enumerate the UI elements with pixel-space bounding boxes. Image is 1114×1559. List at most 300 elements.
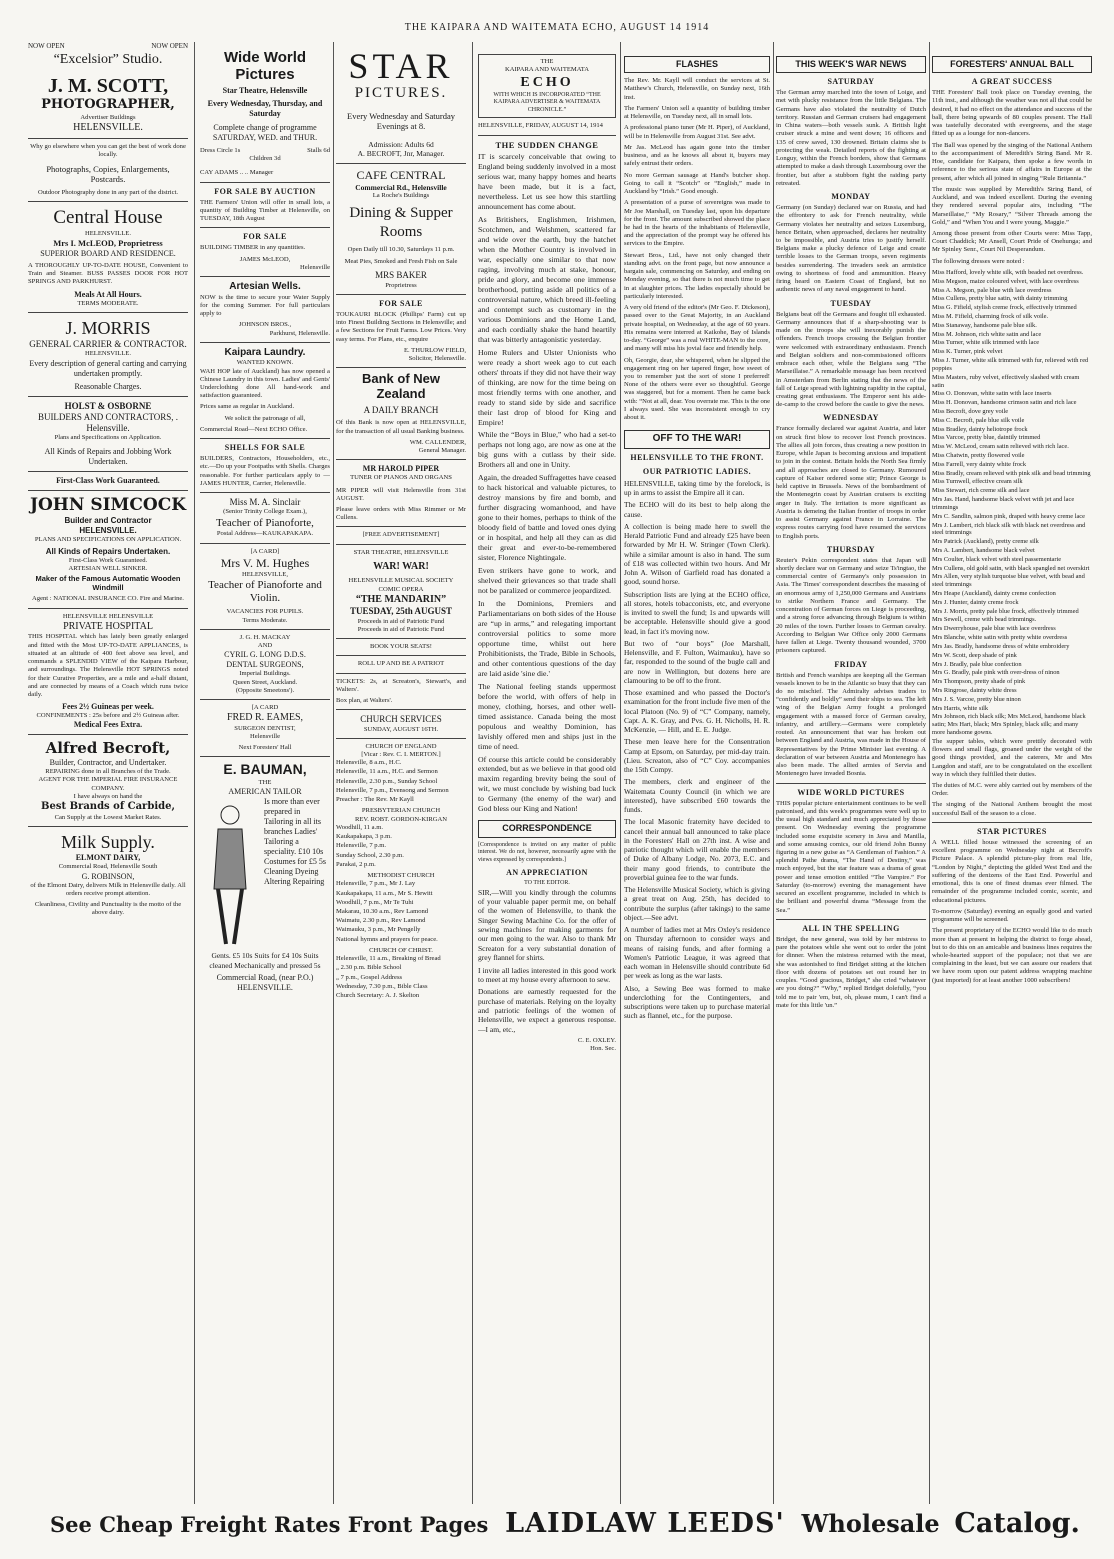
service-item: Helensville, 7 p.m., Evensong and Sermon (336, 786, 449, 794)
mandarin-title: “THE MANDARIN” (355, 593, 447, 605)
off-paragraph: A number of ladies met at Mrs Oxley's residence on Thursday afternoon to consider ways and means of raising funds, and after forming a Women's Patriotic League, it was agreed that each woman in Helensville should contribute 6d per week as long as the war lasts. (624, 925, 770, 981)
ww-stalls: Stalls 6d (307, 147, 330, 154)
hospital-medical: Medical Fees Extra. (73, 720, 143, 730)
theatre-title: STAR THEATRE, HELENSVILLE (353, 548, 449, 556)
scott-title: PHOTOGRAPHER, (41, 97, 175, 113)
paper-echo: ECHO (520, 75, 574, 91)
hospital-conf: CONFINEMENTS : 25s before and 2½ Guineas after. (36, 712, 180, 720)
shells-text: BUILDERS, Contractors, Householders, etc., etc.—Do up your Footpaths with Shells. Charges reasonable. For further particulars apply to — JAMES HUNTER, Carrier, Helensville. (200, 455, 330, 487)
dress-item: Mrs Allen, very stylish turquoise blue velvet, with bead and steel trimmings (932, 573, 1085, 589)
bank-text: Of this Bank is now open at HELENSVILLE, for the transaction of all usual Banking business. (336, 419, 466, 435)
ww-theatre: Star Theatre, Helensville (222, 86, 308, 95)
piper-name: MR HAROLD PIPER (362, 464, 440, 474)
service-item: Wednesday, 7.30 p.m., Bible Class (336, 982, 428, 990)
sale-name: JAMES McLEOD, (239, 255, 291, 263)
now-open-right: NOW OPEN (151, 42, 188, 50)
wwp-text: THIS popular picture entertainment continues to be well patronised, and this week's programmes were well up to the usual high standard and much appreciated by those present. On Wednesday evening the programme included some exquisite scenery in Java and Manilla, and some amusing comics, our old friend John Bunny figuring in a new guise as “A Gentleman of Fashion.” A splendid Pathe drama, “The Hand of Destiny,” was much enjoyed, but the star feature was a drama of great power and tense emotion entitled “The Vampire.” For Saturday (to-morrow) evening the management have secured an excellent programme, included in which is the brilliant and powerful drama “Message from the Sea.” (776, 799, 926, 914)
dress-item: Mrs Jas. Bradly, handsome dress of white embroidery (932, 642, 1070, 650)
footer-wholesale: Wholesale (801, 1509, 940, 1538)
appreciation-paragraph: I invite all ladies interested in this good work to meet at my house every afternoon to sew. (478, 965, 616, 984)
column-rule (929, 42, 930, 1504)
dress-item: Mrs G. Bradly, pale pink with over-dress of ninon (932, 669, 1060, 677)
correspondence-title: CORRESPONDENCE (478, 820, 616, 837)
service-item: National hymns and prayers for peace. (336, 935, 438, 943)
central-board: SUPERIOR BOARD AND RESIDENCE. (40, 248, 176, 258)
tailor-illustration (200, 799, 260, 949)
dress-item: Mrs Thompson, pretty shade of pink (932, 678, 1026, 686)
hughes-name: Mrs V. M. Hughes (220, 555, 310, 570)
service-item: Kaukapakapa, 3 p.m. (336, 833, 392, 841)
milk-title: Milk Supply. (61, 831, 155, 852)
flash-item: Oh, Georgie, dear, she whispered, when he slipped the engagement ring on her tapered finger, how sweet of you to remember just the sort of stone I preferred! None of the others were ever so thoughtful. George was staggered, but for a moment. Then he came back with: “Not at all, dear. You overrate me. This is the one I always used. She was inconsistent enough to cry about it. (624, 356, 770, 422)
star-manager: A. BECROFT, Jnr, Manager. (357, 149, 445, 159)
sinclair-addr: Postal Address—KAUKAPAKAPA. (216, 530, 314, 538)
artesian-text: NOW is the time to secure your Water Supply for the coming Summer. For full particulars apply to (200, 293, 330, 318)
service-item: Helensville, 7 p.m., Mr J. Lay (336, 880, 416, 888)
service-item: Sunday School, 2.30 p.m. (336, 851, 404, 859)
flashes-title: FLASHES (624, 56, 770, 73)
dress-item: Mrs J. S. Varcoe, pretty blue ninon (932, 695, 1021, 703)
laundry-road: Commercial Road—Next ECHO Office. (200, 425, 308, 433)
appreciation-paragraph: SIR,—Will you kindly through the columns of your valuable paper permit me, on behalf of the women of Helensville, to thank the Singer Sewing Machine Co. for the offer of sewing machines for making garments for our men going to the war. Also to thank Mr Screaton for a very substantial donation of grey flannel for shirts. (478, 887, 616, 963)
morris-text: Every description of general carting and carrying undertaken promptly. (29, 358, 187, 378)
bank-sub: A DAILY BRANCH (363, 405, 439, 416)
sudden-paragraph: As Britishers, Englishmen, Irishmen, Scotchmen, and Welshmen, scattered far and wide over the earth, buy the hatchet when the Mother Country is involved in war, especially one similar to that now raging, involving much at stake, honour, pride and glory, and become one immense brotherhood, putting aside all politics of a controversial nature, which breed ill-feeling and contempt such as customary in the various Dominions and the Home Land, and each cordially shake the hand heartily that was bitterly antagonistic yesterday. (478, 215, 616, 344)
dress-item: Miss G. Fifield, stylish creme frock, effectively trimmed (932, 304, 1077, 312)
dress-item: Miss O. Donovan, white satin with lace inserts (932, 390, 1052, 398)
card-label: [A CARD (251, 704, 279, 712)
sinclair-sub: (Senior Trinity College Exam.), (223, 508, 307, 516)
laundry-wanted: WANTED KNOWN. (236, 359, 294, 367)
mandarin-proceeds: Proceeds in aid of Patriotic Fund (357, 625, 445, 633)
service-item: Parakai, 2 p.m. (336, 860, 376, 868)
scott-why: Why go elsewhere when you can get the best of work done locally. (30, 143, 186, 159)
becroft-hand: I have always on hand the (73, 792, 143, 800)
laundry-prices: Prices same as regular in Auckland. (200, 403, 295, 411)
hughes-vac: VACANCIES FOR PUPILS. (226, 608, 304, 616)
footer-freight: See Cheap Freight Rates Front Pages (50, 1512, 489, 1537)
service-item: Kaukapakapa, 11 a.m., Mr S. Hewitt (336, 889, 433, 897)
baker-prop: Proprietress (385, 281, 417, 289)
service-item: Preacher : The Rev. Mr Kayll (336, 796, 414, 804)
studio-name: “Excelsior” Studio. (53, 51, 163, 67)
dress-item: Mrs Patrick (Auckland), pretty creme silk (932, 538, 1039, 546)
flash-item: A presentation of a purse of sovereigns was made to Mr Joe Marshall, on Tuesday last, upon his departure for the front. The amount subscribed showed the place he had in the hearts of the inhabitants of Helensville, and the appreciation of the prompt way he offered his services to the Empire. (624, 199, 770, 248)
forsale-name: E. THURLOW FIELD, (403, 346, 466, 354)
correspondence-note: [Correspondence is invited on any matter of public interest. We do not, however, necessarily agree with the views expressed by correspondents.] (478, 841, 616, 863)
society-name: HELENSVILLE MUSICAL SOCIETY (348, 577, 454, 585)
off-paragraph: The ECHO will do its best to help along the cause. (624, 500, 770, 519)
scott-sub: Advertiser Buildings (80, 113, 136, 121)
service-item: Waimauku, 3 p.m., Mr Pengelly (336, 926, 421, 934)
roll-up: ROLL UP AND BE A PATRIOT (357, 660, 445, 668)
sale-title: FOR SALE (243, 232, 287, 242)
off-paragraph: Those examined and who passed the Doctor's examination for the front include five men of the local Platoon (No. 9) of “C” Company, namely, Capt. A. K. Gray, and Pvs. G. H. Nicholls, H. R. McKenzie, — Hill, and E. E. Judge. (624, 688, 770, 735)
flash-item: The Rev. Mr. Kayll will conduct the services at St. Matthew's Church, Helensville, on Sunday next, 16th inst. (624, 77, 770, 101)
dress-item: Mrs J. Bradly, pale blue confection (932, 660, 1022, 668)
shells-title: SHELLS FOR SALE (224, 443, 306, 453)
dental-opposite: (Opposite Smeetons'). (235, 686, 295, 694)
forsale-title: FOR SALE (379, 298, 423, 308)
day-heading: MONDAY (831, 192, 871, 202)
star-title: STAR (348, 46, 454, 86)
flash-item: The Farmers' Union sell a quantity of building timber at Helensville, on Tuesday next, all in small lots. (624, 104, 770, 121)
central-prop: Mrs I. McLEOD, Proprietress (53, 238, 163, 249)
dress-item: Miss Farrell, very dainty white frock (932, 460, 1027, 468)
appreciation-role: Hon. Sec. (590, 1045, 616, 1053)
dress-item: Miss Bradly, cream relieved with pink silk and bead trimming (932, 469, 1091, 477)
eames-addr: Next Foresters' Hall (238, 744, 292, 752)
bauman-town: HELENSVILLE. (237, 982, 293, 992)
footer-catalog: Catalog. (954, 1508, 1080, 1539)
dress-item: Miss A. Megson, pale blue with lace overdress (932, 286, 1052, 294)
ball-sub: A GREAT SUCCESS (971, 77, 1053, 87)
holst-plans: Plans and Specifications on Application. (54, 434, 162, 442)
day-heading: THURSDAY (826, 544, 876, 554)
dress-item: Mrs Dwerryhouse, pale blue with lace overdress (932, 625, 1056, 633)
sinclair-title: Teacher of Pianoforte, (216, 516, 314, 529)
dress-item: Mrs Blanche, white satin with pretty white overdress (932, 634, 1068, 642)
sudden-paragraph: While the “Boys in Blue,” who had a set-to perhaps not long ago, are now as one at the big guns with a cutlass by their side. Brothers all and one in Unity. (478, 430, 616, 470)
milk-road: Commercial Road, Helensville South (58, 863, 158, 871)
hughes-town: HELENSVILLE, (242, 570, 288, 578)
spelling-text: Bridget, the new general, was told by her mistress to pare the potatoes while she went out to order the joint for dinner. When the mistress returned with the meat, she was astonished to find Bridget sitting at the kitchen floor with dozens of potatoes set out round her in couples. “Good gracious, Bridget,” she cried “whatever are you doing?” “Why,” replied Bridget dolefully, “you told me to pair 'em, but, oh, please mum, I can't find a mate for this little 'un.” (776, 935, 926, 1009)
service-item: „ 2.30 p.m. Bible School (336, 964, 402, 972)
column-1 (28, 42, 188, 1504)
ww-manager: CAY ADAMS .. .. Manager (200, 169, 274, 177)
eames-town: Helensville (249, 733, 281, 741)
dress-item: Mrs Sewell, creme with bead trimmings. (932, 616, 1037, 624)
star-sub: PICTURES. (354, 85, 448, 101)
off-to-war-title: OFF TO THE WAR! (624, 430, 770, 449)
column-rule (472, 42, 473, 1504)
hughes-terms: Terms Moderate. (242, 616, 288, 624)
ball-paragraph: The singing of the National Anthem brought the most successful Ball of the season to a close. (932, 801, 1092, 817)
artesian-town: Parkhurst, Helensville. (269, 329, 330, 337)
ball-paragraph: The following dresses were noted : (932, 257, 1025, 265)
piper-title: TUNER OF PIANOS AND ORGANS (350, 474, 452, 482)
off-paragraph: The local Masonic fraternity have decided to cancel their annual ball announced to take place in the Foresters' Hall on 27th inst. A wise and patriotic thought which will enable the members of Duke of Albany Lodge, No. 2073, E.C. and their many good friends, to contribute the proverbial guinea fee to the war funds. (624, 817, 770, 882)
morris-title: GENERAL CARRIER & CONTRACTOR. (29, 339, 187, 350)
dental-title: DENTAL SURGEONS, (226, 660, 304, 670)
ww-dress: Dress Circle 1s (200, 147, 241, 154)
coe-vicar: [Vicar : Rev. C. I. MERTON.] (361, 751, 441, 758)
becroft-name: Alfred Becroft, (45, 739, 171, 758)
sudden-paragraph: Home Rulers and Ulster Unionists who were ready a short week ago to cut each others' throats if they did not have their way of thinking, are now for the time being on most friendly terms with one another, and ready to stand side by side and sacrifice their last drop of blood for King and Empire! (478, 347, 616, 427)
off-paragraph: Also, a Sewing Bee was formed to make underclothing for the Contingenters, and subscriptions were taken up to purchase material such as flannel, etc., for the purpose. (624, 983, 770, 1021)
forsale-role: Solicitor, Helensville. (408, 354, 466, 362)
milk-text: of the Elmont Dairy, delivers Milk in Helensville daily. All orders receive prompt attention. (30, 881, 186, 897)
dining-meat: Meat Pies, Smoked and Fresh Fish on Sale (344, 258, 458, 266)
off-paragraph: Subscription lists are lying at the ECHO office, all stores, hotels tobacconists, etc, and everyone is invited to swell the fund; 1s and upwards will be acceptable. Helensville should give a good lead, in fact it's moving now. (624, 589, 770, 636)
box-plan: Box plan, at Walters'. (336, 697, 393, 705)
dress-item: Mrs J. Lambert, rich black silk with black net overdress and steel trimmings (932, 521, 1086, 537)
dress-item: Miss Cullens, pretty blue satin, with dainty trimming (932, 295, 1068, 303)
simcock-agent: Agent : NATIONAL INSURANCE CO. Fire and Marine. (32, 595, 184, 603)
service-item: Church Secretary: A. J. Skelton (336, 992, 420, 1000)
baker-name: MRS BAKER (375, 270, 427, 281)
dental-street: Queen Street, Auckland. (232, 678, 298, 686)
piper-text: MR PIPER will visit Helensville from 31st AUGUST. (336, 486, 466, 502)
eames-name: FRED R. EAMES, (226, 712, 304, 724)
dining-hours: Open Daily till 10.30, Saturdays 11 p.m. (347, 245, 455, 253)
holst-title: BUILDERS AND CONTRACTORS, . Helensville. (37, 411, 179, 434)
dress-item: Miss C. Becroft, pale blue silk voile (932, 416, 1025, 424)
ww-days: Every Wednesday, Thursday, and Saturday (207, 99, 323, 118)
service-item: Helensville, 11 a.m., H.C. and Sermon (336, 768, 438, 776)
dress-item: Miss Chatwin, pretty flowered voile (932, 452, 1025, 459)
ball-paragraph: The Ball was opened by the singing of the National Anthem to the accompaniment of Meredith's String Band. Mr R. Hoe, candidate for Kaipara, then spoke a few words in reference to the serious state of affairs in Europe at the present, after which all joined in singing “Rule Britannia.” (932, 141, 1092, 182)
cafe-sub: La Roche's Buildings (372, 192, 430, 200)
flash-item: A very old friend of the editor's (Mr Geo. F. Dickeson), passed over to the Great Majority, in an Auckland private hospital, on Wednesday, at the age of 60 years. His remains were interred at Kaikohe, Bay of Islands to-day. “George” was a real WHITE-MAN to the core, and many will miss his jovial face and friendly help. (624, 304, 770, 353)
artesian-name: JOHNSON BROS., (238, 321, 292, 329)
bauman-the: THE (258, 778, 272, 786)
column-rule (773, 42, 774, 1504)
long-name: CYRIL G. LONG D.D.S. (224, 650, 306, 660)
dress-item: Miss Masters, ruby velvet, effectively slashed with cream satin (932, 373, 1080, 389)
service-item: Woodhill, 11 a.m. (336, 823, 384, 831)
bank-title: Bank of New Zealand (361, 371, 440, 402)
dress-item: Miss H. Donovan, handsome crimson satin and rich lace (932, 399, 1077, 407)
cafe-title: CAFE CENTRAL (356, 167, 446, 182)
scott-name: J. M. SCOTT, (47, 75, 169, 98)
dress-item: Mrs Harris, white silk (932, 704, 989, 712)
war-news-title: THIS WEEK'S WAR NEWS (776, 56, 926, 73)
ww-change: Complete change of programme SATURDAY, WED. and THUR. (212, 123, 318, 142)
paper-the: THE (540, 58, 554, 65)
bauman-suits: Gents. £5 10s Suits for £4 10s Suits cleaned Mechanically and pressed 5s (209, 951, 321, 970)
laundry-solicit: We solicit the patronage of all, (224, 414, 306, 422)
cafe-addr: Commercial Rd., Helensville (355, 182, 447, 192)
day-heading: WEDNESDAY (823, 413, 879, 423)
becroft-repair: REPAIRING done in all Branches of the Trade. (45, 768, 171, 776)
column-rule (620, 42, 621, 1504)
church-date: SUNDAY, AUGUST 16TH. (363, 725, 439, 733)
mackay-and: AND (257, 642, 273, 650)
day-heading: FRIDAY (834, 659, 868, 669)
bauman-tailor: AMERICAN TAILOR (228, 787, 302, 797)
central-title: Central House (53, 207, 163, 229)
ww-title: Wide World Pictures (223, 49, 307, 83)
eames-title: SURGEON DENTIST, (234, 724, 296, 732)
star-days: Every Wednesday and Saturday Evenings at 8. (347, 110, 455, 132)
off-paragraph: But two of “our boys” (Joe Marshall, Helensville, and F. Fulton, Waimauku), have so far, responded to the sound of the bugle call and are now in Wellington, but dozens here are clamouring to be off to the front. (624, 638, 770, 685)
becroft-lowest: Can Supply at the Lowest Market Rates. (54, 813, 162, 821)
column-rule (194, 42, 195, 1504)
hospital-fees: Fees 2½ Guineas per week. (62, 702, 154, 712)
star-paragraph: To-morrow (Saturday) evening an equally good and varied programme will be screened. (932, 907, 1092, 924)
piper-orders: Please leave orders with Miss Rimmer or Mr Cullens. (336, 505, 466, 522)
sale-town: Helensville (299, 263, 330, 271)
paper-name: KAIPARA AND WAITEMATA (504, 66, 590, 74)
ball-paragraph: Among those present from other Courts were: Miss Tapp, Court Chaddick; Mr Ansell, Court Pride of Onehunga; and Mr Spinley Senr., Court Nil Desperandum. (932, 230, 1092, 254)
column-2 (200, 42, 330, 1504)
morris-charges: Reasonable Charges. (74, 381, 142, 391)
wwp-title: WIDE WORLD PICTURES (797, 787, 905, 797)
sudden-paragraph: The National feeling stands uppermost before the world, with offers of help in money, clothing, horses, and other well-timed assistance. Canada being the most populous and wealthy Dominion, has lavishly offered men and ships just in the time of need. (478, 681, 616, 751)
service-item: Makarau, 10.30 a.m., Rev Lamond (336, 907, 429, 915)
service-item: Woodhill, 7 p.m., Mr Te Tuhi (336, 898, 414, 906)
artesian-title: Artesian Wells. (229, 281, 301, 293)
sinclair-name: Miss M. A. Sinclair (229, 497, 301, 508)
service-item: Waimatu, 2.30 p.m., Rev Lamond (336, 917, 426, 925)
day-heading: SATURDAY (827, 77, 875, 87)
footer-banner (50, 1508, 1080, 1546)
dress-item: Miss M. Johnson, rich white satin and lace (932, 330, 1042, 338)
tickets: TICKETS: 2s, at Screaton's, Stewart's, and Walters'. (336, 677, 466, 693)
becroft-carbide: Best Brands of Carbide, (41, 801, 175, 813)
off-paragraph: HELENSVILLE, taking time by the forelock, is up in arms to assist the Empire all it can. (624, 478, 770, 498)
bauman-name: E. BAUMAN, (223, 761, 307, 778)
service-item: Helensville, 7 p.m. (336, 842, 386, 850)
day-report: British and French warships are keeping all the German vessels known to be in the Atlantic so busy that they can do no mischief. The Admiralty advises traders to “confidently and boldly” send their ships to sea. The left wing of the Belgian Army fought a prolonged engagement with a massed force of German cavalry, infantry, and artillery.—Germans were completely routed. An announcement that war has broken out between England and Austria, was made in the House of Representatives by the Prime Minister last evening. A declaration of war between Austria and Montenegro has also been made. The allied armies of Servia and Montenegro have invaded Bosnia. (776, 671, 926, 778)
star-admission: Admission: Adults 6d (368, 140, 434, 149)
coc-title: CHURCH OF CHRIST. (369, 946, 433, 954)
simcock-title: Builder and Contractor (64, 515, 152, 525)
masthead-line: THE KAIPARA AND WAITEMATA ECHO, AUGUST 14 1914 (404, 22, 710, 33)
star-paragraph: The present proprietary of the ECHO would like to do much more than at present in helping the district to forge ahead, but to do this on an amicable and business lines requires the whole-hearted support of the populace; not that we are complaining in the least, but we can assure our readers that we have room upon our patent address wrapping machine (just imported) for at least another 1000 subscribers! (932, 927, 1092, 984)
column-4 (478, 42, 616, 1504)
paper-date: HELENSVILLE, FRIDAY, AUGUST 14, 1914 (478, 122, 603, 130)
dress-item: Miss Bradley, dainty heliotrope frock (932, 425, 1028, 433)
flash-item: Mr Jas. McLeod has again gone into the timber business, and as he knows all about it, buyers may safely entrust their orders. (624, 143, 770, 168)
holst-name: HOLST & OSBORNE (64, 400, 152, 411)
day-report: Germany (on Sunday) declared war on Russia, and had the effrontery to ask for French neutrality, while Germany violates her neutrality and seizes Luxemburg, hence Britain, when approached, declares her neutrality to be impossible, and Austria tries to justify herself. Belgians make a plucky defence of Leige and create terrible losses to the German troops, seven regiments besides surrendering. The invaders seek an armistice owing to shortness of food and ammunition. Heavy firing heard on Eastern Coast of England, but no authentic news of any naval engagement to hand. (776, 204, 926, 294)
central-text: A THOROUGHLY UP-TO-DATE HOUSE, Convenient to Train and Steamer. BUSS PASSES DOOR FOR HOT SPRINGS AND PARKHURST. (28, 261, 188, 286)
milk-motto: Cleanliness, Civility and Punctuality is the motto of the above dairy. (34, 901, 182, 917)
bauman-text: Is more than ever prepared in Tailoring in all its branches Ladies' Tailoring a speciality. £10 10s Costumes for £5 5s Cleaning Dyeing Altering Repairing (264, 797, 326, 887)
pres-title: PRESBYTERIAN CHURCH (361, 807, 441, 815)
appreciation-paragraph: Donations are earnestly requested for the purchase of materials. Relying on the loyalty and patriotic feelings of the women of Helensville, we expect a generous response.—I am, etc., (478, 987, 616, 1034)
sudden-paragraph: Of course this article could be considerably extended, but as we believe in that good old maxim regarding brevity being the soul of wit, we must conclude by wishing bad luck to Germany (the enemy of the war) and God bless our King and Nation! (478, 754, 616, 814)
ball-paragraph: The duties of M.C. were ably carried out by members of the Order. (932, 781, 1092, 798)
dress-item: Mrs Coulter, black velvet with steel passementarie (932, 555, 1062, 563)
meth-title: METHODIST CHURCH (367, 872, 435, 880)
auction-title: FOR SALE BY AUCTION (214, 186, 316, 196)
scott-outdoor: Outdoor Photography done in any part of the district. (37, 188, 179, 196)
sudden-paragraph: Even strikers have gone to work, and shelved their grievances so that trade shall not be paralized or commerce jeopardized. (478, 566, 616, 596)
comic-opera: COMIC OPERA (378, 585, 424, 593)
service-item: „ 7 p.m., Gospel Address (336, 973, 403, 981)
simcock-name: JOHN SIMCOCK (29, 494, 187, 515)
spelling-title: ALL IN THE SPELLING (802, 923, 900, 933)
free-advertisement: [FREE ADVERTISEMENT] (362, 531, 440, 539)
dress-item: Miss W. McLeod, cream satin relieved with rich lace. (932, 443, 1069, 451)
dress-item: Miss J. Turner, white silk trimmed with fur, relieved with red poppies (932, 357, 1089, 372)
hughes-title: Teacher of Pianoforte and Violin. (208, 579, 322, 605)
day-report: The German army marched into the town of Loige, and met with plucky resistance from the little Belgians. The Germans have also violated the neutrality of Dutch territory. Russian and German cruisers had engagement in China waters—both vessels sunk. A British light cruiser struck a mine and went down; 16 officers and 135 of crew saved, 130 drowned. Britain claims she is protecting the weak. Detailed reports of the fighting at Longuy, within the French borders, show that Germans attempted to make a dash through Luxembourg over the frontier, but after a stubborn fight the raiding party retreated. (776, 89, 926, 187)
sale-text: BUILDING TIMBER in any quantities. (200, 244, 306, 252)
hospital-text: THIS HOSPITAL which has lately been greatly enlarged and fitted with the Most UP-TO-DATE APPLIANCES, is situated at an altitude of 400 feet above sea level, and commands a SPLENDID VIEW of the Kaipara Harbour, and surroundings. The Helensville HOT SPRINGS noted for their Curative Properties, are a mile and a-half distant, and are connected by means of a Coach which runs twice daily. (28, 633, 188, 699)
off-paragraph: These men leave here for the Consentration Camp at Epsom, on Saturday, per mid-day train. (Lieu. Screaton, also of “C” Coy. accompanies the 15th Compy. (624, 737, 770, 775)
column-6 (776, 42, 926, 1504)
sudden-paragraph: IT is scarcely conceivable that owing to England being suddenly involved in a most serious war, many happy homes and hearts have been made, but it is a fact, nevertheless. Let us see how this startling announcement has come about. (478, 152, 616, 212)
dress-item: Mrs Ringrose, dainty white dress (932, 686, 1017, 694)
appreciation-to: TO THE EDITOR. (524, 880, 570, 887)
off-sub2: OUR PATRIOTIC LADIES. (642, 466, 752, 476)
star-pictures-title: STAR PICTURES (977, 826, 1047, 836)
central-terms: TERMS MODERATE. (77, 299, 139, 307)
column-7 (932, 42, 1092, 1504)
dress-item: Mrs Johnson, rich black silk; Mrs McLeod, handsome black satin; Mrs Hart, black; Mrs Spinley, black silk; and many more handsome gowns. (932, 713, 1086, 736)
star-paragraph: A WELL filled house witnessed the screening of an excellent programme on Wednesday night at Becroft's Picture Palace. A splendid picture-play from real life, “London by Night,” depicting the gilded West End and the suffering of the denizens of the East End. Powerful and emotional, this is one of finest dramas ever filmed. The remainder of the programme included comic, scenic, and educational pictures. (932, 838, 1092, 904)
dress-item: Mrs J. Morris, pretty pale blue frock, effectively trimmed (932, 607, 1079, 615)
dress-item: Miss K. Turner, pink velvet (932, 348, 1003, 356)
day-report: Reuter's Pekin correspondent states that Japan will shortly declare war on Germany and seize Ts'ingtao, the commercial centre of Germany's only possession in Asia. The Times' correspondent describes the massing of an enormous army of 1,250,000 Germans and Austrians to strike Northern France and Germany. The concentration of German forces on Liege is proceeding, and a strong force advancing through Belgium is within 20 miles of the town. Further losses to German cavalry. According to Belgian War Office only 2000 Germans have fallen at Liege. Twenty thousand wounded, 3700 prisoners captured. (776, 556, 926, 655)
dress-item: Mrs J. Hunter, dainty creme frock (932, 598, 1019, 606)
flash-item: No more German sausage at Hand's butcher shop. Going to call it “Scotch” or “English,” made in Auckland by “Irish.” Good enough. (624, 171, 770, 196)
ball-title: FORESTERS' ANNUAL BALL (932, 56, 1092, 73)
dress-item: Mrs Cullens, old gold satin, with black spangled net overskirt (932, 564, 1090, 572)
laundry-title: Kaipara Laundry. (224, 346, 306, 358)
central-meals: Meals At All Hours. (74, 289, 142, 299)
bauman-addr: Commercial Road, (near P.O.) (216, 972, 314, 982)
guaranteed: First-Class Work Guaranteed. (56, 475, 160, 485)
dress-item: Miss Turner, white silk trimmed with lace (932, 339, 1040, 347)
mandarin-proceeds: Proceeds in aid of Patriotic Fund (357, 617, 445, 625)
dining-title: Dining & Supper Rooms (349, 205, 453, 241)
scott-services: Photographs, Copies, Enlargements, Postcards. (46, 163, 170, 185)
service-item: Helensville, 11 a.m., Breaking of Bread (336, 955, 441, 963)
morris-name: J. MORRIS (65, 317, 151, 338)
flash-item: Stewart Bros., Ltd., have not only changed their standing advt. on the front page, but now announce a bargain sale, commencing on Saturday, and ending on Monday evening, so that there is not much time to get in at slaughter prices. The ladies especially should be particularly interested. (624, 251, 770, 300)
column-3 (336, 42, 466, 1504)
ball-paragraph: THE Foresters' Ball took place on Tuesday evening, the 11th inst., and although the weather was not all that could be desired, it had no effect on the attendance and success of the ball, there being upwards of 80 couples present. The Hall was tastefully decorated with evergreens, and the stage fitted up as a lounge for non-dancers. (932, 89, 1092, 138)
ww-children: Children 3d (249, 155, 281, 163)
dress-item: Mrs C. Sandlin, salmon pink, draped with heavy creme lace (932, 512, 1085, 520)
dental-bldg: Imperial Buildings. (239, 670, 291, 678)
service-item: Helensville, 2.30 p.m., Sunday School (336, 777, 438, 785)
auction-text: THE Farmers' Union will offer in small lots, a quantity of Building Timber at Helensville, on TUESDAY, 18th August (200, 198, 330, 223)
ball-paragraph: The supper tables, which were prettily decorated with flowers and small flags, groaned under the weight of the good things provided, and the caterers, Mr and Mrs Langdon and staff, are to be congratulated on the excellent way in which they fulfilled their duties. (932, 737, 1092, 778)
simcock-first: First-Class Work Guaranteed. (68, 557, 148, 565)
off-paragraph: A collection is being made here to swell the Herald Patriotic Fund and already £25 have been forwarded by Mr H. W. Stringer (Town Clerk). while a similar amount is also in hand. The sum of £18 was collected within two hours. And Mr John A. Wilson of Garfield road has donated a good, sound horse. (624, 521, 770, 587)
paper-incorp: WITH WHICH IS INCORPORATED “THE KAIPARA ADVERTISER & WAITEMATA CHRONICLE.” (493, 91, 601, 113)
dress-item: Miss Varcoe, pretty blue, daintily trimmed (932, 434, 1041, 442)
day-report: Belgians beat off the Germans and fought till exhausted. Germany announces that if a sharp-shooting war is made on the troops she will inexorably punish the offenders. French troops crossing the Belgian frontier were welcomed with extraordinary enthusiasm. French and Belgian soldiers and non-commissioned officers embrace each other, while the Belgians sang “The Marseillaise.” A remarkable message has been received in Amsterdam from Berlin stating that the news of the fall of Leige spread with lightning rapidity in the capital, creating great enthusiasm. The Emperor sent his aide-de-camp to the crowd before the castle to give the news. (776, 310, 926, 409)
milk-dairy: ELMONT DAIRY, (75, 853, 141, 863)
holst-repairs: All Kinds of Repairs and Jobbing Work Undertaken. (44, 446, 172, 466)
simcock-artesian: ARTESIAN WELL SINKER. (68, 565, 148, 573)
column-5 (624, 42, 770, 1504)
off-sub1: HELENSVILLE TO THE FRONT. (630, 452, 764, 462)
dress-item: Mrs Jas. Hand, handsome black velvet with jet and lace trimmings (932, 496, 1075, 511)
simcock-town: HELENSVILLE. (79, 525, 137, 535)
bank-role: General Manager. (418, 447, 466, 455)
becroft-agent: AGENT FOR THE IMPERIAL FIRE INSURANCE COMPANY. (38, 776, 178, 792)
dress-item: Mrs W. Scott, deep shade of pink (932, 651, 1017, 659)
day-heading: TUESDAY (830, 298, 872, 308)
dress-item: Miss Stewart, rich creme silk and lace (932, 487, 1030, 495)
morris-town: HELENSVILLE. (85, 350, 131, 358)
war-banner: WAR! WAR! (373, 560, 429, 572)
appreciation-title: AN APPRECIATION (506, 868, 588, 878)
sudden-title: THE SUDDEN CHANGE (495, 139, 599, 150)
service-item: Helensville, 8 a.m., H.C. (336, 759, 402, 767)
forsale-text: TOUKAURI BLOCK (Phillips' Farm) cut up into Finest Building Sections in Helensville; and a few Sections for Fruit Farms. Low Prices. Very easy terms. For Plans, etc., enquire (336, 310, 466, 343)
central-town: HELENSVILLE. (85, 229, 131, 237)
off-paragraph: The Helensville Musical Society, which is giving a great treat on Aug. 25th, has decided to contribute the surplus (after takings) to the same object.—See advt. (624, 885, 770, 922)
dress-item: Miss Becroft, dove grey voile (932, 407, 1009, 415)
milk-name: G. ROBINSON, (81, 871, 135, 881)
church-title: CHURCH SERVICES (360, 714, 442, 725)
dress-item: Miss Turnwell, effective cream silk (932, 478, 1023, 486)
sudden-paragraph: Again, the dreaded Suffragettes have ceased to hack historical and valuable pictures, to destroy mansions by fire and bomb, and further disgracing womanhood, and have gone to their homes, perhaps to think of the bloody field of battle and loved ones dying or in hospital, and help all they can as did their great and ever-to-be-remembered sister, Florence Nightingale. (478, 473, 616, 563)
dress-item: Miss Hafford, lovely white silk, with beaded net overdress. (932, 268, 1084, 276)
becroft-title: Builder, Contractor, and Undertaker. (49, 758, 167, 768)
bank-name: WM. CALLENDER, (409, 438, 466, 446)
simcock-repairs: All Kinds of Repairs Undertaken. (45, 547, 171, 557)
